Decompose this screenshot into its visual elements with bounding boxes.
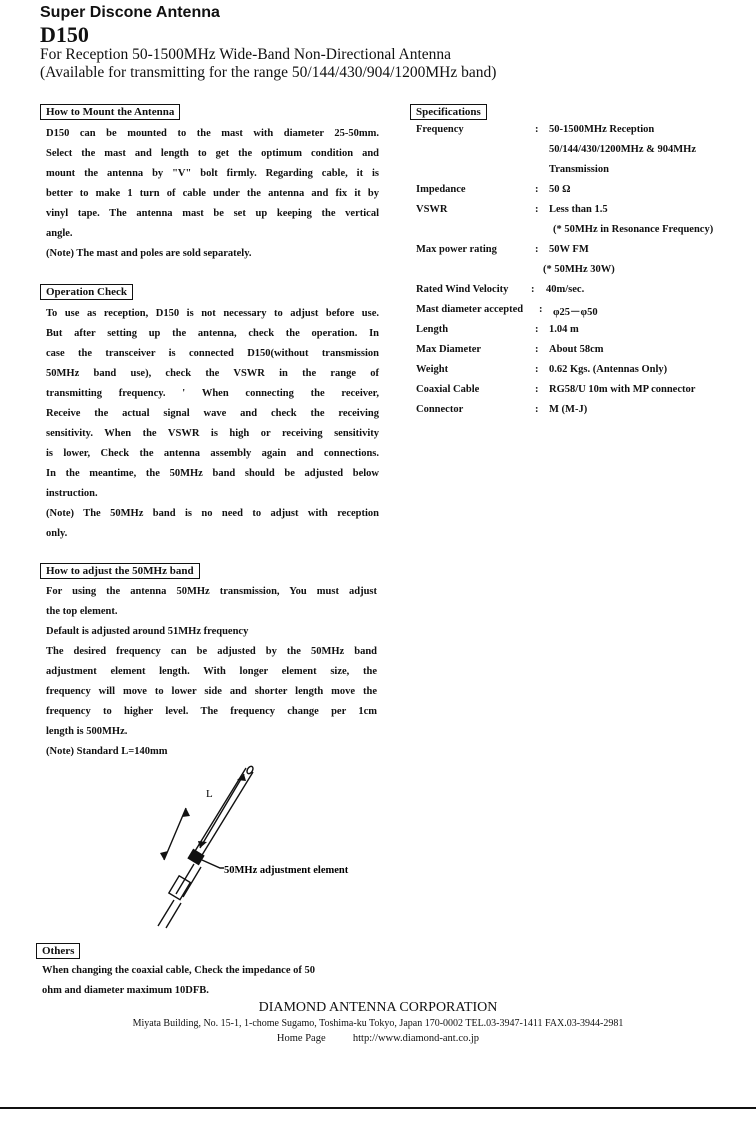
operation-text: [46, 304, 379, 544]
spec-label: Frequency: [416, 124, 464, 135]
antenna-adjustment-diagram: [140, 750, 390, 930]
text-line: For using the antenna 50MHz transmission, You must adjust: [46, 586, 377, 597]
spec-value: 1.04 m: [549, 324, 579, 335]
text-line: sensitivity. When the VSWR is high or receiving sensitivity: [46, 428, 379, 439]
section-title-mount: How to Mount the Antenna: [40, 104, 180, 120]
spec-colon: :: [535, 324, 539, 335]
spec-label: Impedance: [416, 184, 466, 195]
spec-label: Length: [416, 324, 449, 335]
label-leader-line: [202, 860, 224, 868]
text-line: (Note) The 50MHz band is no need to adjust with reception: [46, 508, 379, 519]
specifications-table: [416, 124, 752, 424]
subtitle-transmitting: (Available for transmitting for the range 50/144/430/904/1200MHz band): [40, 64, 497, 81]
text-line: better to make 1 turn of cable under the antenna and fix it by: [46, 188, 379, 199]
spec-colon: :: [535, 124, 539, 135]
spec-label: VSWR: [416, 204, 448, 215]
spec-label: Coaxial Cable: [416, 384, 480, 395]
section-title-operation: Operation Check: [40, 284, 133, 300]
text-line: Receive the actual signal wave and check the receiving: [46, 408, 379, 419]
dimension-label-l: L: [206, 788, 213, 800]
mast-line: [158, 900, 174, 926]
text-line: transmitting frequency. ' When connecting the receiver,: [46, 388, 379, 399]
arrow-head: [198, 841, 207, 848]
text-line: angle.: [46, 228, 73, 239]
homepage-url[interactable]: http://www.diamond-ant.co.jp: [352, 1033, 480, 1044]
spec-label: Weight: [416, 364, 449, 375]
text-line: The desired frequency can be adjusted by the 50MHz band: [46, 646, 377, 657]
homepage-line: [0, 1033, 756, 1044]
adjustment-clamp: [188, 850, 203, 865]
spec-colon: :: [535, 344, 539, 355]
text-line: case the transceiver is connected D150(without transmission: [46, 348, 379, 359]
lower-tube-line: [183, 867, 201, 897]
text-line: frequency to higher level. The frequency change per 1cm: [46, 706, 377, 717]
spec-colon: :: [539, 304, 543, 315]
spec-value: 0.62 Kgs. (Antennas Only): [549, 364, 668, 375]
spec-value: 40m/sec.: [546, 284, 585, 295]
text-line: In the meantime, the 50MHz band should be adjusted below: [46, 468, 379, 479]
spec-label: Mast diameter accepted: [416, 304, 524, 315]
spec-value: Transmission: [549, 164, 609, 175]
adjust-text: [46, 582, 377, 762]
mast-line: [166, 903, 181, 928]
spec-value: Less than 1.5: [549, 204, 608, 215]
brand-title: Super Discone Antenna: [40, 4, 220, 21]
spec-value: (* 50MHz 30W): [543, 264, 615, 275]
model-number: D150: [40, 22, 89, 47]
spec-label: Max power rating: [416, 244, 497, 255]
text-line: Default is adjusted around 51MHz frequency: [46, 626, 249, 637]
spec-value: 50W FM: [549, 244, 589, 255]
bottom-rule: [0, 1107, 756, 1109]
arrow-head: [182, 808, 190, 817]
text-line: mount the antenna by "V" bolt firmly. Regarding cable, it is: [46, 168, 379, 179]
arrow-head: [160, 851, 168, 860]
text-line: To use as reception, D150 is not necessary to adjust before use.: [46, 308, 379, 319]
spec-value: φ25－φ50: [553, 307, 598, 318]
section-title-specifications: Specifications: [410, 104, 487, 120]
company-address: Miyata Building, No. 15-1, 1-chome Sugamo, Toshima-ku Tokyo, Japan 170-0002 TEL.03-3947-1411 FAX.03-3944-2981: [132, 1018, 624, 1029]
text-line: the top element.: [46, 606, 118, 617]
text-line: Select the mast and length to get the optimum condition and: [46, 148, 379, 159]
spec-colon: :: [531, 284, 535, 295]
text-line: adjustment element length. With longer element size, the: [46, 666, 377, 677]
text-line: When changing the coaxial cable, Check the impedance of 50: [42, 965, 315, 976]
text-line: (Note) The mast and poles are sold separately.: [46, 248, 252, 259]
spec-value: 50/144/430/1200MHz & 904MHz: [549, 144, 696, 155]
spec-colon: :: [535, 404, 539, 415]
dimension-arrow-line: [200, 774, 244, 848]
text-line: (Note) Standard L=140mm: [46, 746, 168, 757]
section-title-others: Others: [36, 943, 80, 959]
text-line: D150 can be mounted to the mast with diameter 25-50mm.: [46, 128, 379, 139]
spec-value: 50 Ω: [549, 184, 571, 195]
text-line: length is 500MHz.: [46, 726, 128, 737]
mount-text: [46, 124, 379, 264]
others-text: [42, 961, 382, 1001]
element-line: [199, 772, 253, 860]
spec-colon: :: [535, 204, 539, 215]
spec-colon: :: [535, 244, 539, 255]
text-line: instruction.: [46, 488, 98, 499]
spec-value: RG58/U 10m with MP connector: [549, 384, 696, 395]
adjustment-element-label: 50MHz adjustment element: [224, 865, 349, 876]
text-line: ohm and diameter maximum 10DFB.: [42, 985, 209, 996]
text-line: vinyl tape. The antenna mast be set up keeping the vertical: [46, 208, 379, 219]
company-name: DIAMOND ANTENNA CORPORATION: [258, 1000, 498, 1015]
spec-colon: :: [535, 384, 539, 395]
subtitle-reception: For Reception 50-1500MHz Wide-Band Non-Directional Antenna: [40, 46, 452, 63]
spec-value: 50-1500MHz Reception: [549, 124, 655, 135]
homepage-label: Home Page: [276, 1033, 326, 1044]
text-line: is lower, Check the antenna assembly again and connections.: [46, 448, 379, 459]
spec-colon: :: [535, 364, 539, 375]
text-line: frequency will move to lower side and shorter length move the: [46, 686, 377, 697]
spec-label: Max Diameter: [416, 344, 482, 355]
spec-value: (* 50MHz in Resonance Frequency): [553, 224, 714, 235]
spec-value: M (M-J): [549, 404, 588, 415]
text-line: But after setting up the antenna, check the operation. In: [46, 328, 379, 339]
spec-value: About 58cm: [549, 344, 604, 355]
spec-label: Connector: [416, 404, 464, 415]
text-line: only.: [46, 528, 68, 539]
spec-label: Rated Wind Velocity: [416, 284, 509, 295]
text-line: 50MHz band use), check the VSWR in the range of: [46, 368, 379, 379]
spec-colon: :: [535, 184, 539, 195]
section-title-adjust: How to adjust the 50MHz band: [40, 563, 200, 579]
